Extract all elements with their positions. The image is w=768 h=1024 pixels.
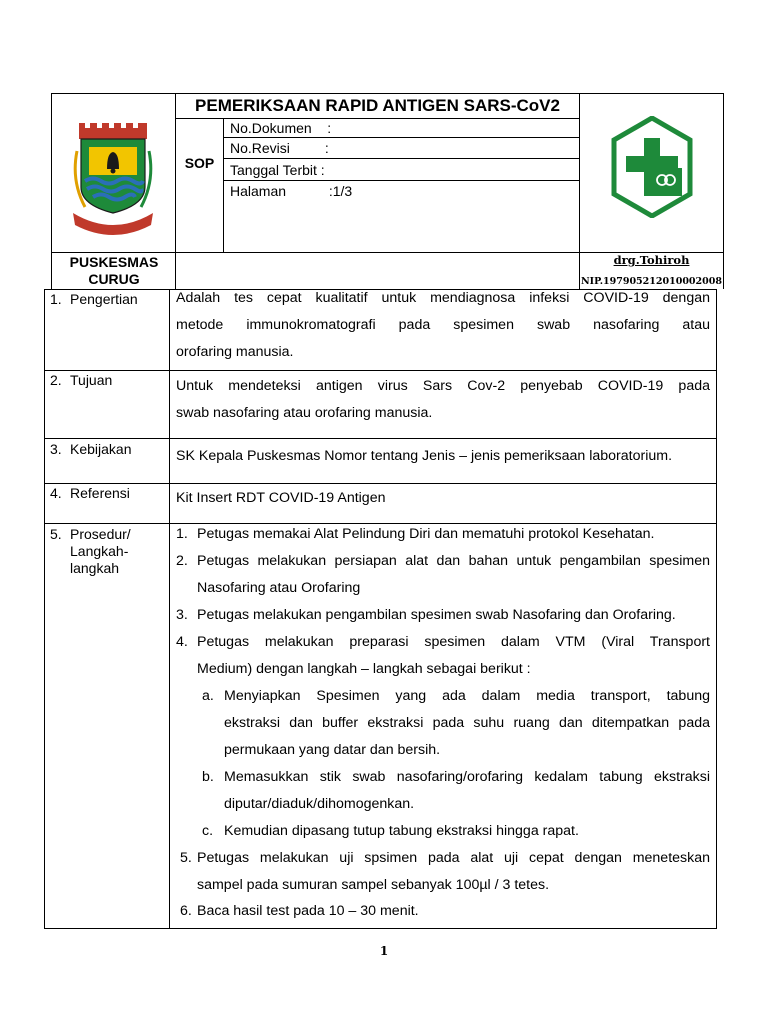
tujuan-line2: swab nasofaring atau orofaring manusia. [176, 405, 433, 421]
label-number: 3. [50, 441, 62, 457]
step-3-number: 3. [176, 607, 188, 623]
step-4-line1: Petugas melakukan preparasi spesimen dalam VTM (Viral Transport [197, 634, 710, 650]
label-tujuan [50, 372, 112, 389]
label-number: 1. [50, 291, 62, 307]
row-divider-3 [44, 483, 717, 484]
label-line3: langkah [70, 560, 120, 576]
row-divider-1 [44, 370, 717, 371]
label-prosedur [50, 526, 131, 577]
unit-name [52, 254, 176, 288]
signer-name: drg.Tohiroh [613, 253, 690, 267]
tujuan-line1: Untuk mendeteksi antigen virus Sars Cov-2 penyebab COVID-19 pada [176, 378, 710, 394]
substep-c-letter: c. [202, 823, 214, 839]
step-5-line2: sampel pada sumuran sampel sebanyak 100µl / 3 tetes. [197, 877, 550, 893]
label-text-block [70, 526, 131, 577]
substep-c-text: Kemudian dipasang tutup tabung ekstraksi hingga rapat. [224, 823, 579, 839]
tanggal-terbit: Tanggal Terbit : [230, 162, 325, 178]
step-5-number: 5. [180, 850, 192, 866]
document-title: PEMERIKSAAN RAPID ANTIGEN SARS-CoV2 [195, 96, 560, 115]
body-border-bottom [44, 928, 717, 929]
label-line2: Langkah- [70, 543, 129, 559]
step-1-number: 1. [176, 526, 188, 542]
substep-a-line1: Menyiapkan Spesimen yang ada dalam media transport, tabung [224, 688, 710, 704]
step-4-number: 4. [176, 634, 188, 650]
puskesmas-logo-icon [610, 116, 694, 218]
label-pengertian [50, 291, 138, 308]
label-kebijakan [50, 441, 132, 458]
substep-a-line2: ekstraksi dan buffer ekstraksi pada suhu ruang dan ditempatkan pada [224, 715, 710, 731]
step-1-text: Petugas memakai Alat Pelindung Diri dan mematuhi protokol Kesehatan. [197, 526, 655, 542]
kebijakan-text: SK Kepala Puskesmas Nomor tentang Jenis – jenis pemeriksaan laboratorium. [176, 448, 673, 464]
signer-nip: NIP.197905212010002008 [581, 276, 722, 287]
label-text: Kebijakan [70, 441, 132, 457]
substep-b-line2: diputar/diaduk/dihomogenkan. [224, 796, 415, 812]
substep-b-line1: Memasukkan stik swab nasofaring/orofaring kedalam tabung ekstraksi [224, 769, 710, 785]
step-6-number: 6. [180, 903, 192, 919]
header-sop-divider [223, 118, 224, 253]
label-number: 4. [50, 485, 62, 501]
substep-a-letter: a. [202, 688, 214, 704]
unit-name-line1: PUSKESMAS [69, 254, 159, 270]
body-border-right [716, 289, 717, 929]
label-line1: Prosedur/ [70, 526, 131, 542]
sop-label: SOP [184, 155, 215, 171]
referensi-text: Kit Insert RDT COVID-19 Antigen [176, 490, 386, 506]
left-logo [71, 121, 155, 239]
substep-a-line3: permukaan yang datar dan bersih. [224, 742, 441, 758]
label-text: Referensi [70, 485, 130, 501]
label-text: Tujuan [70, 372, 113, 388]
right-logo [610, 116, 694, 218]
page-number: 1 [379, 944, 389, 958]
header-meta-line3 [223, 180, 579, 181]
step-2-number: 2. [176, 553, 188, 569]
header-meta-line2 [223, 158, 579, 159]
pengertian-line2: metode immunokromatografi pada spesimen swab nasofaring atau [176, 317, 710, 333]
step-5-line1: Petugas melakukan uji spsimen pada alat uji cepat dengan meneteskan [197, 850, 710, 866]
step-3-text: Petugas melakukan pengambilan spesimen swab Nasofaring dan Orofaring. [197, 607, 676, 623]
label-text: Pengertian [70, 291, 138, 307]
step-4-line2: Medium) dengan langkah – langkah sebagai berikut : [197, 661, 531, 677]
coat-of-arms-icon [71, 121, 155, 239]
halaman: Halaman :1/3 [230, 183, 353, 199]
step-6-text: Baca hasil test pada 10 – 30 menit. [197, 903, 419, 919]
substep-b-letter: b. [202, 769, 214, 785]
body-label-divider [169, 289, 170, 929]
no-revisi: No.Revisi : [230, 140, 329, 156]
pengertian-line3: orofaring manusia. [176, 344, 294, 360]
label-number: 2. [50, 372, 62, 388]
header-meta-line1 [223, 137, 579, 138]
step-2-line1: Petugas melakukan persiapan alat dan bahan untuk pengambilan spesimen [197, 553, 710, 569]
body-border-left [44, 289, 45, 929]
pengertian-line1: Adalah tes cepat kualitatif untuk mendiagnosa infeksi COVID-19 dengan [176, 290, 710, 306]
label-referensi [50, 485, 130, 502]
no-dokumen: No.Dokumen : [230, 120, 332, 136]
step-2-line2: Nasofaring atau Orofaring [197, 580, 361, 596]
label-number: 5. [50, 526, 62, 542]
row-divider-2 [44, 438, 717, 439]
unit-name-line2: CURUG [88, 271, 140, 287]
